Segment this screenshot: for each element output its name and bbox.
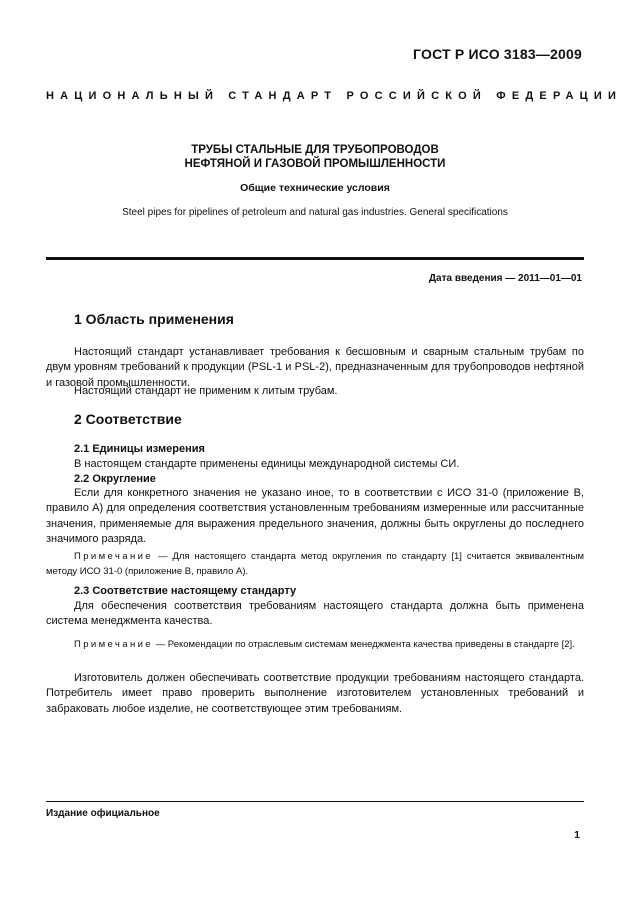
section-2-3-text: Для обеспечения соответствия требованиям настоящего стандарта должна быть применена система менеджмента качества. <box>46 600 584 628</box>
section-1-paragraph-2: Настоящий стандарт не применим к литым трубам. <box>74 385 338 397</box>
note-1 <box>46 549 584 579</box>
official-edition-label: Издание официальное <box>46 808 160 819</box>
note-2-label: Примечание <box>74 639 153 650</box>
section-2-2-heading: 2.2 Округление <box>74 473 156 485</box>
title-divider <box>46 257 584 260</box>
section-2-final-paragraph: Изготовитель должен обеспечивать соответствие продукции требованиям настоящего стандарта. Потребитель имеет право проверить выполнение изготовителем установленных требований и забраковать любое изделие, не соответствующее этим требованиям. <box>46 672 584 715</box>
section-1-paragraph-1: Настоящий стандарт устанавливает требования к бесшовным и сварным стальным трубам по двум уровням требований к продукции (PSL-1 и PSL-2), предназначенным для трубопроводов нефтяной и газовой промышленности. <box>46 346 584 389</box>
section-2-1-text: В настоящем стандарте применены единицы международной системы СИ. <box>74 458 460 470</box>
note-2-text: — Рекомендации по отраслевым системам менеджмента качества приведены в стандарте [2]. <box>153 639 575 650</box>
section-2-3-heading: 2.3 Соответствие настоящему стандарту <box>74 585 297 597</box>
section-1-heading: 1 Область применения <box>74 311 234 327</box>
title-line-2: НЕФТЯНОЙ И ГАЗОВОЙ ПРОМЫШЛЕННОСТИ <box>184 158 446 170</box>
introduction-date: Дата введения — 2011—01—01 <box>428 273 582 284</box>
footer-divider <box>46 801 584 802</box>
note-1-label: Примечание <box>74 551 153 562</box>
section-2-heading: 2 Соответствие <box>74 411 182 427</box>
title-line-1: ТРУБЫ СТАЛЬНЫЕ ДЛЯ ТРУБОПРОВОДОВ <box>191 144 439 156</box>
note-2 <box>46 637 584 652</box>
national-standard-banner: НАЦИОНАЛЬНЫЙ СТАНДАРТ РОССИЙСКОЙ ФЕДЕРАЦИИ <box>46 90 623 102</box>
page-number: 1 <box>574 829 580 841</box>
document-code: ГОСТ Р ИСО 3183—2009 <box>413 46 582 62</box>
section-2-1-heading: 2.1 Единицы измерения <box>74 443 205 455</box>
english-title: Steel pipes for pipelines of petroleum and natural gas industries. General specifications <box>122 207 508 218</box>
document-title <box>46 143 584 171</box>
note-1-text: — Для настоящего стандарта метод округления по стандарту [1] считается эквивалентным методу ИСО 31-0 (приложение В, правило А). <box>46 551 584 577</box>
document-subtitle: Общие технические условия <box>240 182 390 194</box>
section-2-2-text: Если для конкретного значения не указано иное, то в соответствии с ИСО 31-0 (приложение В, правило А) для определения соответствия установленным требованиям измеренные или рассчитанные значения, применяемые для выражения предельного значения, должны быть округлены до последнего значимого разряда. <box>46 487 584 546</box>
